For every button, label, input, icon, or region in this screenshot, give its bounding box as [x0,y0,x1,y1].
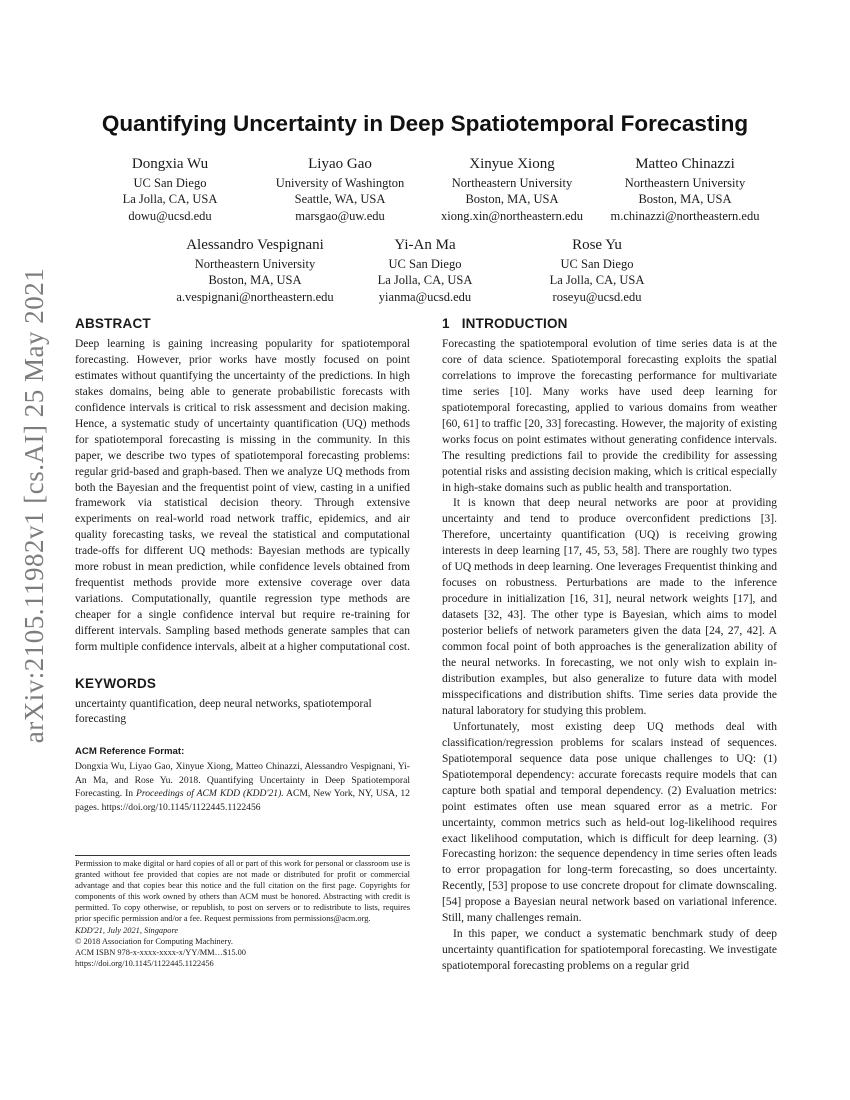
acm-reference-publisher: ACM, New York, NY, USA, 12 pages. https://doi.org/10.1145/1122445.1122456 [75,788,410,813]
author-name: Liyao Gao [308,156,372,172]
paper-title: Quantifying Uncertainty in Deep Spatiotemporal Forecasting [101,111,749,136]
author-email: a.vespignani@northeastern.edu [176,289,334,304]
author-block [427,155,597,224]
intro-paragraph: Forecasting the spatiotemporal evolution of time series data is at the core of data science. Spatiotemporal forecasting exploits the spatial correlations to improve the forecasting performance for multivariate time series [10]. Many works have used deep learning for spatiotemporal forecasting, applied to various domains from weather [60, 61] to traffic [20, 33] forecasting. However, the majority of existing works focus on point estimates without generating confidence intervals. The resulting predictions fail to provide the credibility for assessing potential risks and assisting decision making, which is critical especially in high-stake domains such as public health and transportation. [442,337,777,494]
author-affiliation: UC San Diego [388,257,462,271]
conference-line: KDD'21, July 2021, Singapore [75,925,179,935]
author-affiliation: UC San Diego [560,257,634,271]
doi-link[interactable]: https://doi.org/10.1145/1122445.1122456 [75,958,214,968]
author-affiliation: Northeastern University [624,176,746,190]
author-block [340,236,510,305]
author-email: yianma@ucsd.edu [378,289,472,304]
author-block [255,155,425,224]
acm-reference-venue: Proceedings of ACM KDD (KDD'21). [135,788,284,800]
author-location: Boston, MA, USA [638,192,732,207]
copyright-line: © 2018 Association for Computing Machinery. [75,936,233,946]
keywords-text: uncertainty quantification, deep neural networks, spatiotemporal forecasting [75,697,372,725]
author-location: La Jolla, CA, USA [549,273,645,288]
author-email: m.chinazzi@northeastern.edu [610,208,760,223]
author-name: Yi-An Ma [394,237,456,253]
acm-reference-section [75,745,410,814]
keywords-heading: KEYWORDS [75,676,157,691]
author-name: Dongxia Wu [131,156,209,172]
author-email: roseyu@ucsd.edu [552,289,642,304]
isbn-line: ACM ISBN 978-x-xxxx-xxxx-x/YY/MM…$15.00 [75,947,246,957]
author-email: dowu@ucsd.edu [128,208,212,223]
author-affiliation: Northeastern University [451,176,573,190]
intro-paragraph: In this paper, we conduct a systematic benchmark study of deep uncertainty quantification for spatiotemporal forecasting. We investigate spatiotemporal forecasting problems on a regular grid [442,928,777,973]
author-affiliation: UC San Diego [133,176,207,190]
section-number: 1 [442,316,450,331]
acm-reference-text [75,760,410,814]
intro-paragraph: Unfortunately, most existing deep UQ methods deal with classification/regression problems for scalars instead of sequences. Spatiotemporal sequence data pose unique challenges to UQ: (1) Spatiotemporal dependency: accurate forecasts require models that can capture both spatial and temporal dependency. (2) Evaluation metrics: point estimates often use mean squared error as a metric. For uncertainty, common metrics such as held-out log-likelihood requires exact likelihood computation, which is difficult for deep learning. (3) Forecasting horizon: the sequence dependency in time series often leads to error propagation for long-term forecasting, so does uncertainty. Recently, [53] propose to use concrete dropout for climate downscaling. [54] propose a Bayesian neural network based on variational inference. Still, many challenges remain. [442,720,777,925]
author-affiliation: Northeastern University [194,257,316,271]
permission-text: Permission to make digital or hard copies of all or part of this work for personal or classroom use is granted without fee provided that copies are not made or distributed for profit or commercial advantage and that copies bear this notice and the full citation on the first page. Copyrights for components of this work owned by others than ACM must be honored. Abstracting with credit is permitted. To copy otherwise, or republish, to post on servers or to redistribute to lists, requires prior specific permission and/or a fee. Request permissions from permissions@acm.org. [75,859,410,924]
author-block [170,236,340,305]
author-block [85,155,255,224]
author-name: Rose Yu [572,237,622,253]
introduction-heading [442,316,777,332]
acm-reference-heading: ACM Reference Format: [75,746,185,757]
author-email: marsgao@uw.edu [295,208,385,223]
author-location: Seattle, WA, USA [294,192,386,207]
section-title: INTRODUCTION [461,316,568,331]
abstract-text: Deep learning is gaining increasing popularity for spatiotemporal forecasting. However, prior works have mostly focused on point estimates without quantifying the uncertainty of the predictions. In high stakes domains, being able to generate probabilistic forecasts with confidence intervals is critical to risk assessment and decision making. Hence, a systematic study of uncertainty quantification (UQ) methods for spatiotemporal forecasting is missing in the community. In this paper, we describe two types of spatiotemporal forecasting problems: regular grid-based and graph-based. Then we analyze UQ methods from both the Bayesian and the frequentist point of view, casting in a unified framework via statistical decision theory. Through extensive experiments on real-world road network traffic, epidemics, and air quality forecasting tasks, we reveal the statistical and computational trade-offs for different UQ methods: Bayesian methods are typically more robust in mean prediction, while confidence levels obtained from frequentist methods provide more extensive coverage over data variations. Computationally, quantile regression type methods are cheaper for a single confidence interval but require re-training for different intervals. Sampling based methods generate samples that can form multiple confidence intervals, albeit at a higher computational cost. [75,337,410,654]
author-location: La Jolla, CA, USA [377,273,473,288]
intro-paragraph: It is known that deep neural networks are poor at providing uncertainty and tend to produce overconfident predictions [3]. Therefore, uncertainty quantification (UQ) is receiving growing interests in deep learning [17, 45, 53, 58]. There are roughly two types of UQ methods in deep learning. One leverages Frequentist thinking and focuses on robustness. Perturbations are made to the inference procedure in initialization [16, 31], neural network weights [17], and datasets [32, 43]. The other type is Bayesian, which aims to model posterior beliefs of network parameters given the data [24, 27, 42]. A common focal point of both approaches is the generalization ability of the neural networks. In forecasting, we not only wish to explain in-distribution examples, but also generalize to future data with model misspecifications and distribution shifts. Time series data provide the natural laboratory for studying this problem. [442,497,777,717]
abstract-heading: ABSTRACT [75,316,151,331]
introduction-section [442,316,777,975]
arxiv-id-text: arXiv:2105.11982v1 [cs.AI] 25 May 2021 [19,267,50,743]
author-name: Matteo Chinazzi [635,156,735,172]
permission-notice [75,858,410,969]
arxiv-stamp [0,267,70,743]
author-location: La Jolla, CA, USA [122,192,218,207]
author-location: Boston, MA, USA [465,192,559,207]
author-name: Alessandro Vespignani [186,237,324,253]
author-name: Xinyue Xiong [469,156,555,172]
abstract-section [75,316,410,656]
author-email: xiong.xin@northeastern.edu [440,208,584,223]
author-affiliation: University of Washington [275,176,405,190]
author-location: Boston, MA, USA [208,273,302,288]
footnote-divider [75,855,410,856]
author-block [512,236,682,305]
author-block [600,155,770,224]
acm-reference-authors: Dongxia Wu, Liyao Gao, Xinyue Xiong, Matteo Chinazzi, Alessandro Vespignani, Yi-An Ma, and Rose Yu. 2018. Quantifying Uncertainty in Deep Spatiotemporal Forecasting. In [75,761,410,800]
keywords-section [75,676,410,728]
